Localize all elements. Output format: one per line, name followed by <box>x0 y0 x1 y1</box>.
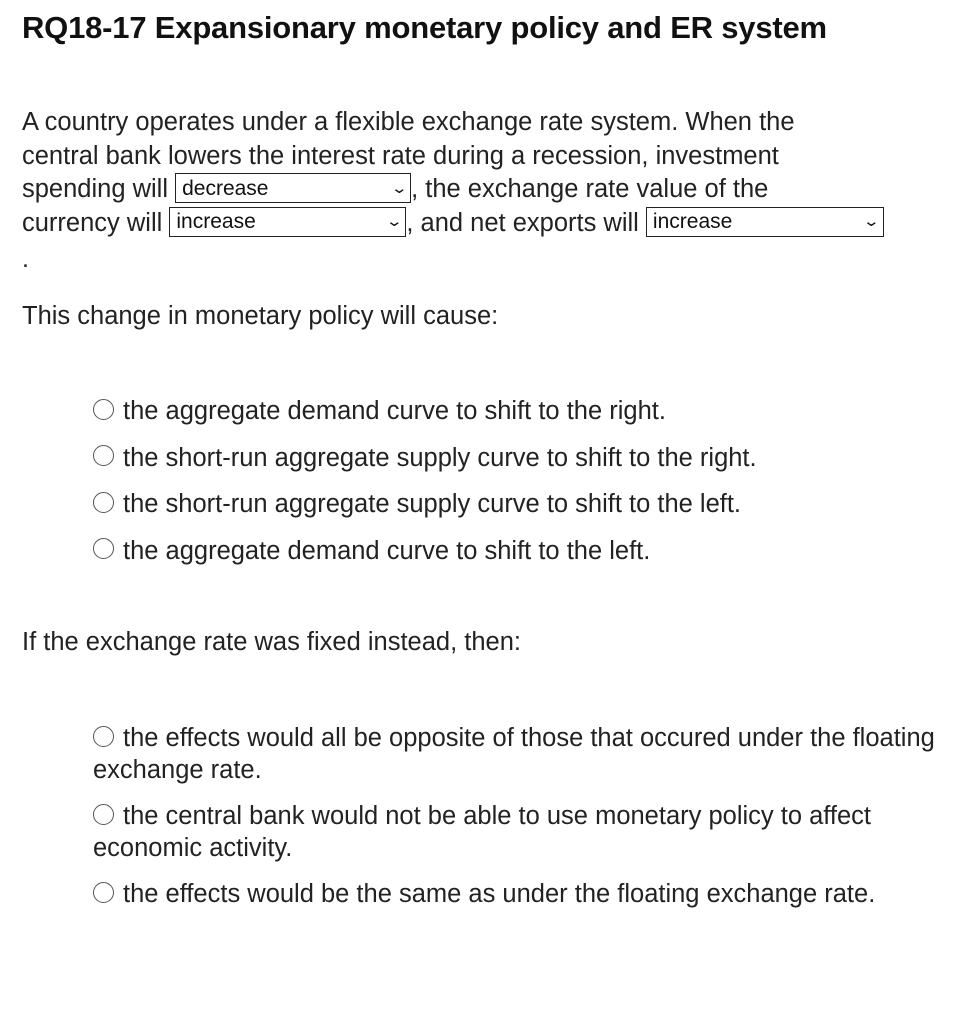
option-label: the aggregate demand curve to shift to the left. <box>123 536 651 565</box>
option-label: the central bank would not be able to use monetary policy to affect economic activity. <box>93 802 871 862</box>
part1-option-1[interactable] <box>93 395 953 442</box>
option-label: the effects would be the same as under the floating exchange rate. <box>123 880 876 908</box>
part2-options <box>93 722 953 924</box>
paragraph-line-4 <box>22 207 947 241</box>
investment-spending-text: spending will <box>22 175 176 203</box>
dropdown-selected-value: decrease <box>182 176 269 200</box>
radio-unchecked-icon[interactable] <box>93 399 114 420</box>
option-label: the short-run aggregate supply curve to shift to the right. <box>123 443 757 472</box>
radio-unchecked-icon[interactable] <box>93 445 114 466</box>
part2-prompt: If the exchange rate was fixed instead, then: <box>22 628 521 656</box>
chevron-down-icon: ⌄ <box>390 179 408 197</box>
radio-unchecked-icon[interactable] <box>93 492 114 513</box>
part1-option-3[interactable] <box>93 488 953 535</box>
part2-option-2[interactable] <box>93 800 953 864</box>
part1-prompt: This change in monetary policy will cause: <box>22 302 499 330</box>
radio-unchecked-icon[interactable] <box>93 804 114 825</box>
exchange-rate-text: , the exchange rate value of the <box>411 175 769 203</box>
part2-option-3[interactable] <box>93 878 953 910</box>
paragraph-line-1: A country operates under a flexible exchange rate system. When the <box>22 108 795 136</box>
part1-options <box>93 395 953 581</box>
option-label: the aggregate demand curve to shift to the right. <box>123 397 666 425</box>
dropdown-selected-value: increase <box>652 210 733 234</box>
exchange-rate-dropdown[interactable] <box>169 207 406 237</box>
chevron-down-icon: ⌄ <box>862 213 881 231</box>
part1-option-2[interactable] <box>93 442 953 489</box>
radio-unchecked-icon[interactable] <box>93 538 114 559</box>
net-exports-dropdown[interactable] <box>646 207 884 237</box>
radio-unchecked-icon[interactable] <box>93 726 114 747</box>
option-label: the short-run aggregate supply curve to shift to the left. <box>123 490 742 518</box>
question-title: RQ18-17 Expansionary monetary policy and ER system <box>22 10 827 45</box>
option-label: the effects would all be opposite of those that occured under the floating exchange rate. <box>93 724 935 784</box>
radio-unchecked-icon[interactable] <box>93 882 114 903</box>
question-paragraph <box>22 106 947 240</box>
part2-option-1[interactable] <box>93 722 953 786</box>
paragraph-line-2: central bank lowers the interest rate during a recession, investment <box>22 141 779 170</box>
dropdown-selected-value: increase <box>176 210 256 234</box>
chevron-down-icon: ⌄ <box>385 213 403 231</box>
investment-spending-dropdown[interactable] <box>175 173 411 203</box>
net-exports-text: , and net exports will <box>406 208 646 237</box>
paragraph-line-3 <box>22 173 947 207</box>
paragraph-period: . <box>22 245 29 273</box>
currency-text: currency will <box>22 208 170 237</box>
part1-option-4[interactable] <box>93 535 953 582</box>
